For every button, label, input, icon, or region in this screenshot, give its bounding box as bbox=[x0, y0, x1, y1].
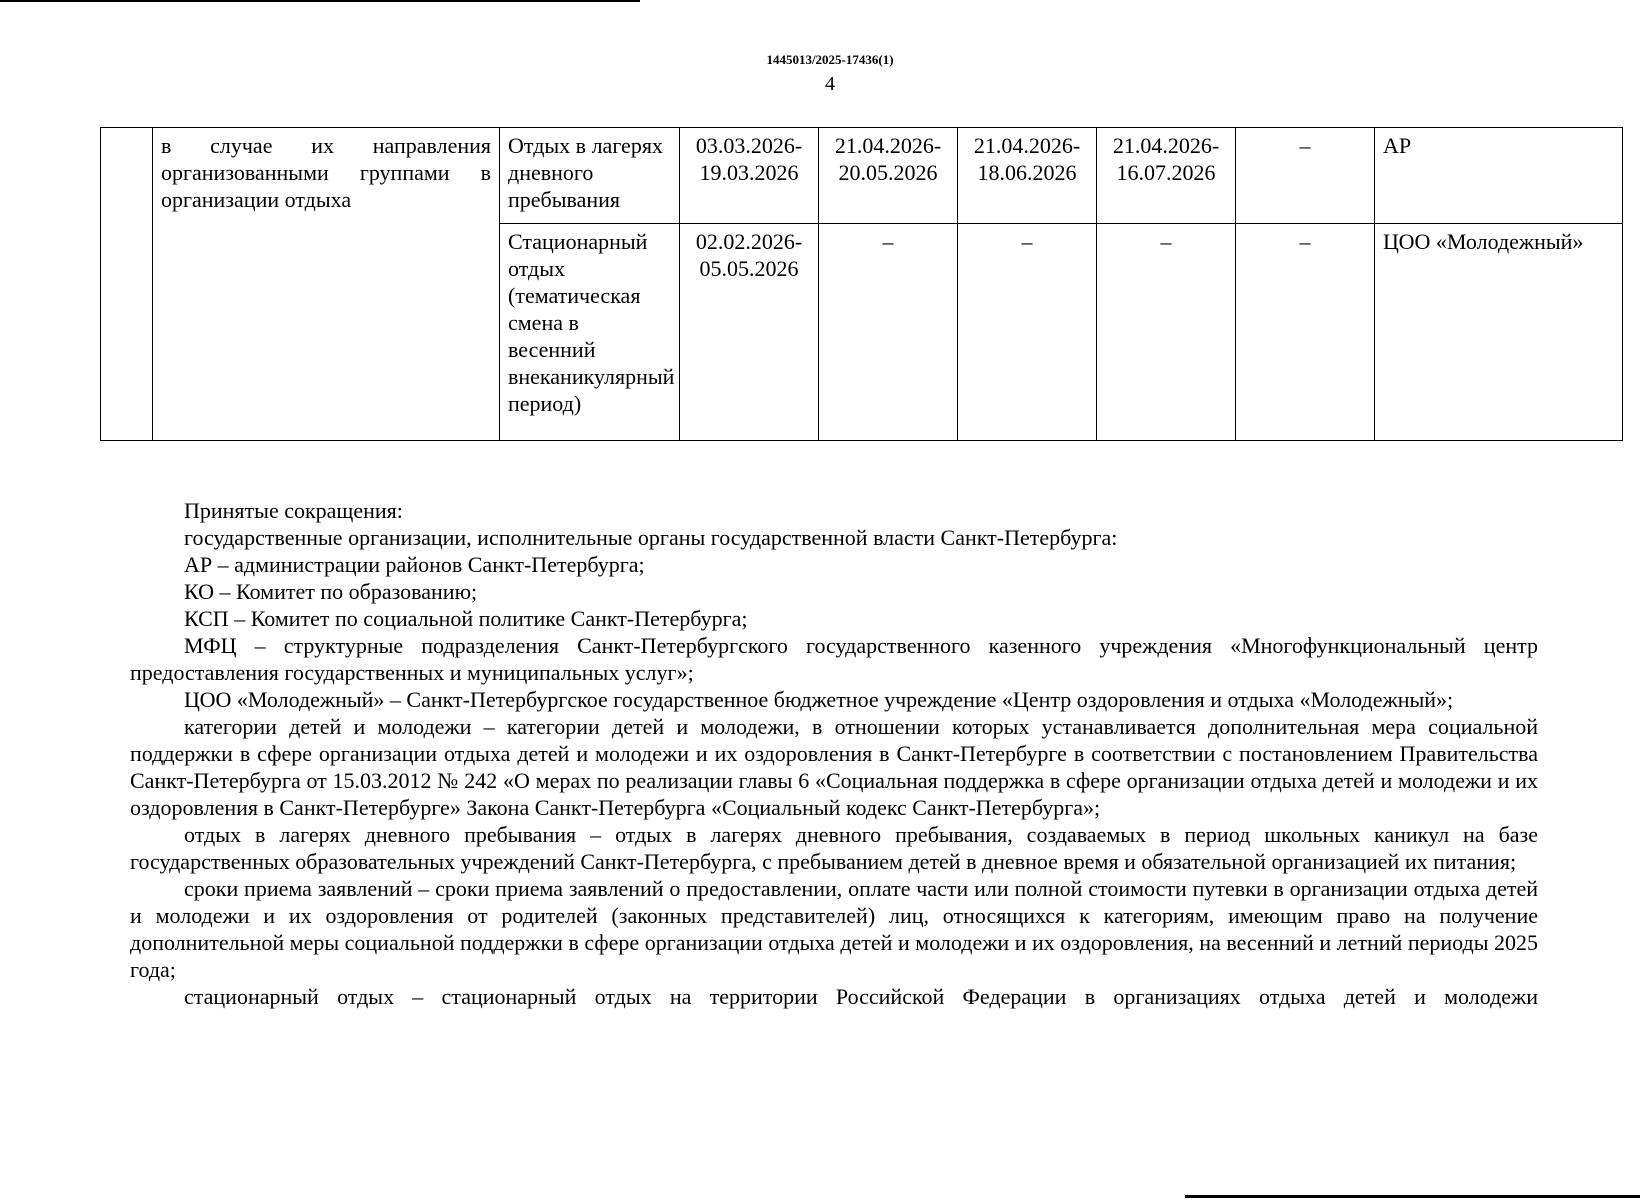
category-cell: в случае их направления организованными группами в организации отдыха bbox=[153, 128, 500, 441]
note-paragraph: КСП – Комитет по социальной политике Санкт-Петербурга; bbox=[184, 606, 748, 631]
note-paragraph: сроки приема заявлений – сроки приема заявлений о предоставлении, оплате части или полной стоимости путевки в организации отдыха детей и молодежи и их оздоровления от родителей (законных представителей) лиц, относящихся к категориям, имеющим право на получение дополнительной меры социальной поддержки в сфере организации отдыха детей и молодежи и их оздоровления, на весенний и летний периоды 2025 года; bbox=[130, 876, 1538, 982]
period-cell: 21.04.2026-20.05.2026 bbox=[819, 128, 958, 224]
rest-type-cell: Стационарный отдых (тематическая смена в весенний внеканикулярный период) bbox=[500, 224, 680, 441]
note-paragraph: АР – администрации районов Санкт-Петербурга; bbox=[184, 552, 645, 577]
period-cell: – bbox=[819, 224, 958, 441]
table-row bbox=[101, 128, 1623, 224]
note-paragraph: категории детей и молодежи – категории детей и молодежи, в отношении которых устанавливается дополнительная мера социальной поддержки в сфере организации отдыха детей и молодежи и их оздоровления в Санкт-Петербурге в соответствии с постановлением Правительства Санкт-Петербурга от 15.03.2012 № 242 «О мерах по реализации главы 6 «Социальная поддержка в сфере организации отдыха детей и молодежи и их оздоровления в Санкт-Петербурге» Закона Санкт-Петербурга «Социальный кодекс Санкт-Петербурга»; bbox=[130, 714, 1538, 820]
note-paragraph: государственные организации, исполнительные органы государственной власти Санкт-Петербурга: bbox=[184, 525, 1118, 550]
abbreviations-notes bbox=[130, 497, 1538, 1010]
empty-number-cell bbox=[101, 128, 153, 441]
bottom-edge-line bbox=[1185, 1195, 1640, 1198]
period-cell: – bbox=[1236, 224, 1375, 441]
organization-cell: ЦОО «Молодежный» bbox=[1375, 224, 1623, 441]
period-cell: – bbox=[1236, 128, 1375, 224]
notes-heading: Принятые сокращения: bbox=[184, 498, 403, 523]
schedule-table bbox=[100, 127, 1623, 441]
page-number: 4 bbox=[825, 73, 835, 95]
period-cell: 02.02.2026-05.05.2026 bbox=[680, 224, 819, 441]
note-paragraph: ЦОО «Молодежный» – Санкт-Петербургское государственное бюджетное учреждение «Центр оздоровления и отдыха «Молодежный»; bbox=[184, 687, 1454, 712]
note-paragraph: КО – Комитет по образованию; bbox=[184, 579, 478, 604]
document-id: 1445013/2025-17436(1) bbox=[766, 52, 894, 67]
note-paragraph: отдых в лагерях дневного пребывания – отдых в лагерях дневного пребывания, создаваемых в период школьных каникул на базе государственных образовательных учреждений Санкт-Петербурга, с пребыванием детей в дневное время и обязательной организацией их питания; bbox=[130, 822, 1538, 874]
period-cell: – bbox=[958, 224, 1097, 441]
note-paragraph: МФЦ – структурные подразделения Санкт-Петербургского государственного казенного учреждения «Многофункциональный центр предоставления государственных и муниципальных услуг»; bbox=[130, 633, 1538, 685]
period-cell: 03.03.2026-19.03.2026 bbox=[680, 128, 819, 224]
period-cell: 21.04.2026-16.07.2026 bbox=[1097, 128, 1236, 224]
top-edge-line bbox=[0, 0, 640, 2]
period-cell: – bbox=[1097, 224, 1236, 441]
organization-cell: АР bbox=[1375, 128, 1623, 224]
period-cell: 21.04.2026-18.06.2026 bbox=[958, 128, 1097, 224]
rest-type-cell: Отдых в лагерях дневного пребывания bbox=[500, 128, 680, 224]
note-paragraph: стационарный отдых – стационарный отдых на территории Российской Федерации в организациях отдыха детей и молодежи bbox=[184, 984, 1538, 1009]
